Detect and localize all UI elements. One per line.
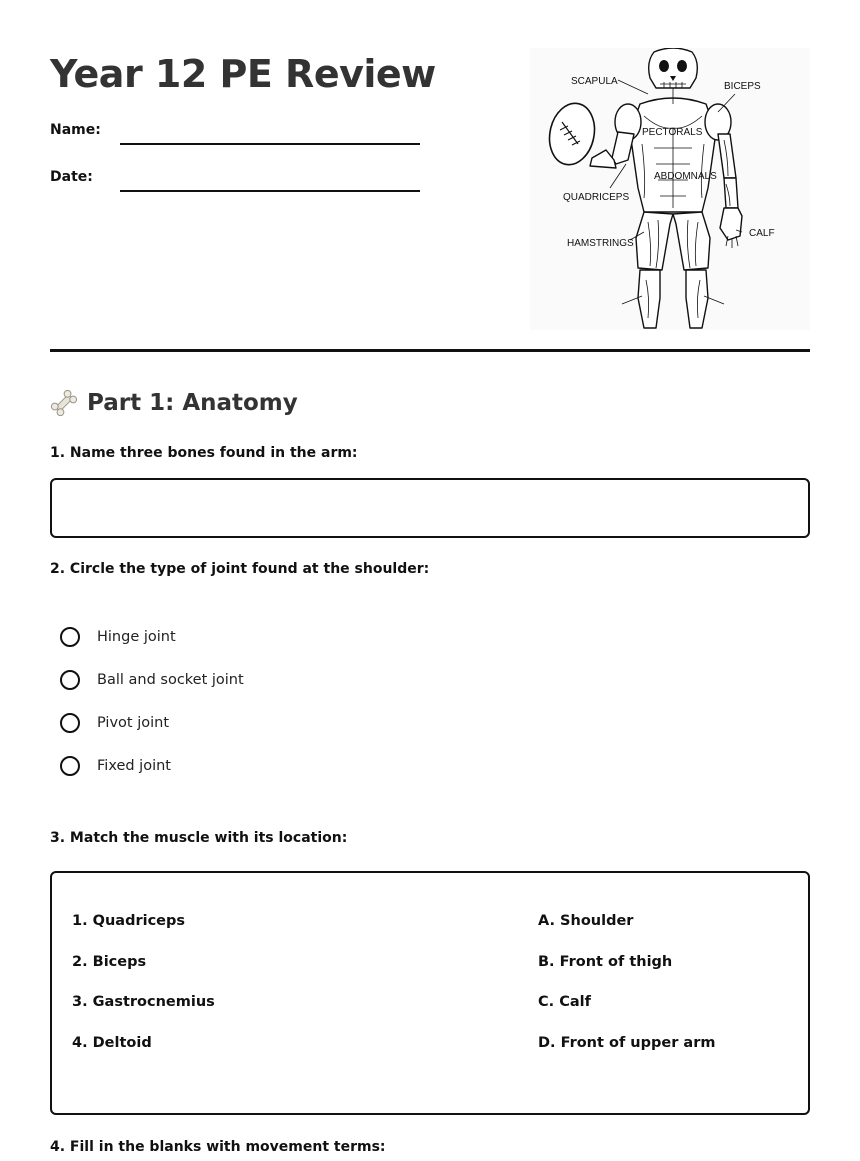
anatomy-diagram — [530, 48, 810, 330]
scapula-label: SCAPULA — [571, 76, 618, 87]
location-item: A. Shoulder — [538, 913, 634, 929]
radio-button[interactable] — [60, 756, 80, 776]
part1-heading — [50, 386, 298, 420]
option-fixed-joint[interactable] — [60, 756, 171, 776]
matching-box — [50, 871, 810, 1115]
question-4: 4. Fill in the blanks with movement terms: — [50, 1139, 386, 1155]
option-pivot-joint[interactable] — [60, 713, 169, 733]
location-item: D. Front of upper arm — [538, 1035, 716, 1051]
option-label: Fixed joint — [97, 758, 171, 774]
location-item: B. Front of thigh — [538, 954, 673, 970]
anatomy-figure — [530, 48, 810, 330]
option-ball-and-socket-joint[interactable] — [60, 670, 244, 690]
muscle-item: 4. Deltoid — [72, 1035, 152, 1051]
date-label: Date: — [50, 169, 93, 185]
question-2: 2. Circle the type of joint found at the shoulder: — [50, 561, 430, 577]
option-label: Ball and socket joint — [97, 672, 244, 688]
date-field[interactable] — [120, 190, 420, 192]
part1-title: Part 1: Anatomy — [87, 390, 298, 416]
muscle-item: 1. Quadriceps — [72, 913, 186, 929]
radio-button[interactable] — [60, 670, 80, 690]
biceps-label: BICEPS — [724, 81, 761, 92]
radio-button[interactable] — [60, 713, 80, 733]
location-item: C. Calf — [538, 994, 591, 1010]
question-1: 1. Name three bones found in the arm: — [50, 445, 358, 461]
abdominals-label: ABDOMNALS — [654, 171, 717, 182]
pectorals-label: PECTORALS — [642, 127, 703, 138]
quadriceps-label: QUADRICEPS — [563, 192, 630, 203]
question-3: 3. Match the muscle with its location: — [50, 830, 348, 846]
question-1-answer-input[interactable] — [50, 478, 810, 538]
section-divider — [50, 349, 810, 352]
option-label: Hinge joint — [97, 629, 176, 645]
radio-button[interactable] — [60, 627, 80, 647]
page-title: Year 12 PE Review — [50, 52, 436, 96]
bone-icon — [50, 389, 78, 417]
option-label: Pivot joint — [97, 715, 170, 731]
option-hinge-joint[interactable] — [60, 627, 176, 647]
hamstrings-label: HAMSTRINGS — [567, 238, 634, 249]
calf-label: CALF — [749, 228, 775, 239]
name-field[interactable] — [120, 143, 420, 145]
name-label: Name: — [50, 122, 101, 138]
muscle-item: 3. Gastrocnemius — [72, 994, 215, 1010]
muscle-item: 2. Biceps — [72, 954, 147, 970]
